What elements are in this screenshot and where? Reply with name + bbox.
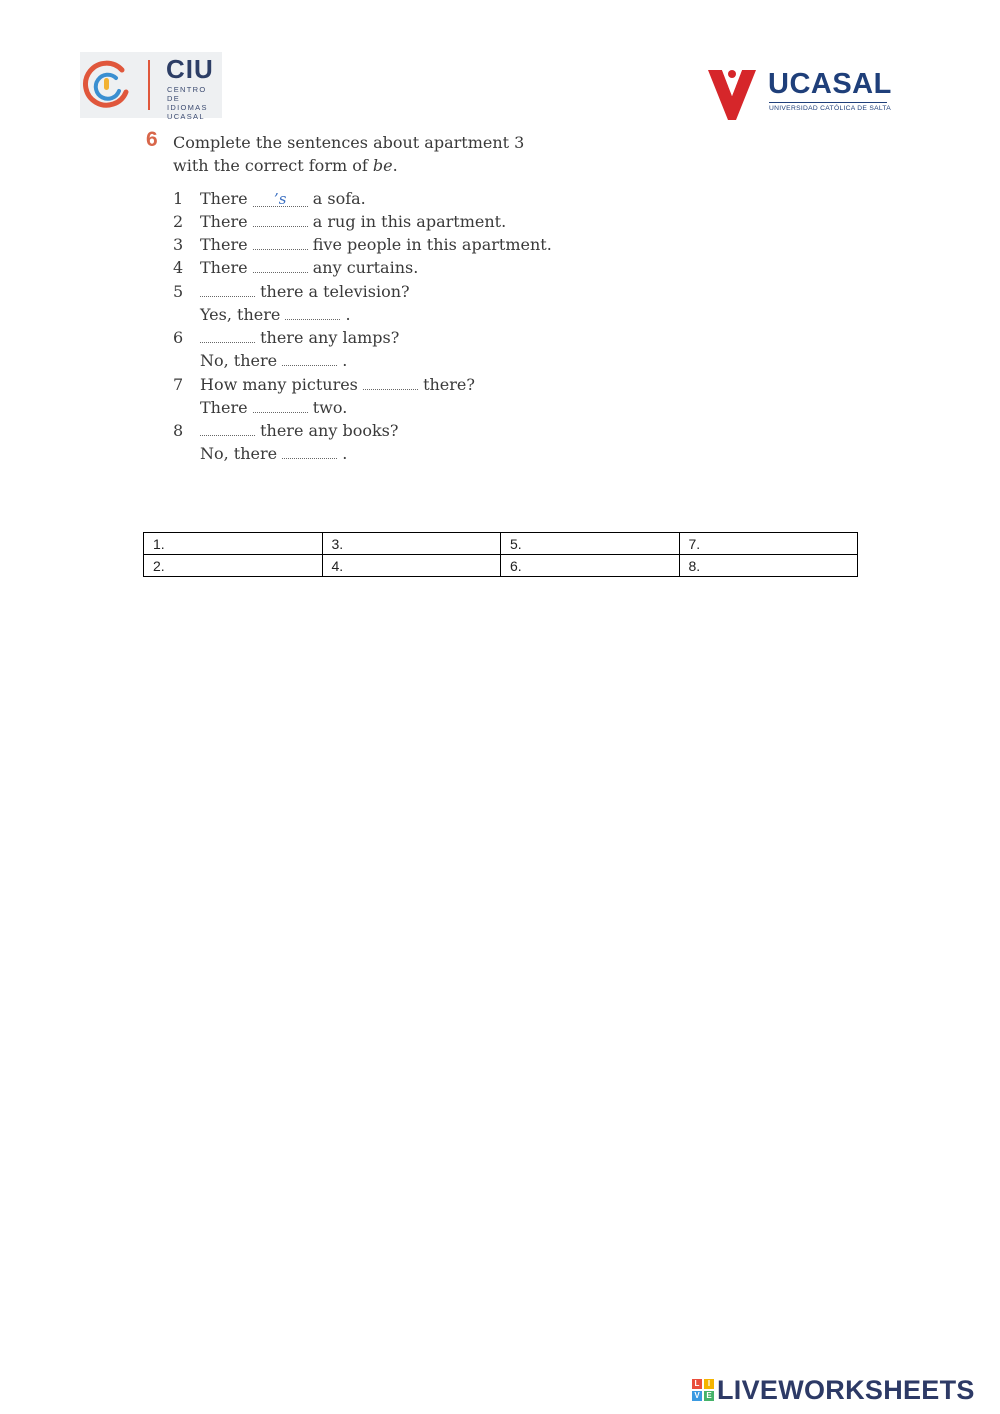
- answer-cell-8[interactable]: 8.: [679, 555, 858, 577]
- tile-e: E: [704, 1391, 714, 1401]
- answer-blank-5a[interactable]: [200, 282, 255, 297]
- ucasal-shield-icon: [706, 66, 758, 122]
- answer-blank-3[interactable]: [253, 235, 308, 250]
- answer-blank-1[interactable]: ’s: [253, 192, 308, 207]
- tile-l: L: [692, 1379, 702, 1389]
- instruction-line-1: Complete the sentences about apartment 3: [173, 133, 525, 152]
- ucasal-logo-subtitle: UNIVERSIDAD CATÓLICA DE SALTA: [769, 105, 892, 112]
- ciu-divider: [148, 60, 150, 110]
- answer-blank-4[interactable]: [253, 258, 308, 273]
- answer-cell-1[interactable]: 1.: [144, 533, 323, 555]
- tile-i: I: [704, 1379, 714, 1389]
- answer-table: [143, 532, 858, 577]
- table-row: [144, 555, 858, 577]
- answer-cell-5[interactable]: 5.: [501, 533, 680, 555]
- answer-blank-2[interactable]: [253, 212, 308, 227]
- ciu-ring-icon: [80, 58, 134, 112]
- answer-blank-6b[interactable]: [282, 351, 337, 366]
- ciu-logo-subtitle: CENTRO DE IDIOMAS UCASAL: [167, 85, 208, 121]
- ucasal-rule: [769, 102, 887, 103]
- table-row: [144, 533, 858, 555]
- answer-cell-6[interactable]: 6.: [501, 555, 680, 577]
- exercise-instruction: [173, 131, 593, 177]
- exercise-number: 6: [146, 128, 158, 151]
- answer-cell-4[interactable]: 4.: [322, 555, 501, 577]
- ucasal-logo: [706, 66, 896, 124]
- answer-blank-7a[interactable]: [363, 375, 418, 390]
- ciu-logo: [80, 52, 222, 121]
- answer-blank-6a[interactable]: [200, 328, 255, 343]
- answer-cell-2[interactable]: 2.: [144, 555, 323, 577]
- ciu-logo-name: CIU: [166, 54, 214, 84]
- liveworksheets-tiles-icon: [692, 1379, 714, 1401]
- answer-cell-7[interactable]: 7.: [679, 533, 858, 555]
- answer-blank-5b[interactable]: [285, 305, 340, 320]
- instruction-line-2: with the correct form of be.: [173, 156, 398, 175]
- answer-blank-8a[interactable]: [200, 421, 255, 436]
- liveworksheets-logo: [692, 1374, 975, 1406]
- answer-blank-8b[interactable]: [282, 444, 337, 459]
- liveworksheets-wordmark: LIVEWORKSHEETS: [717, 1374, 975, 1405]
- tile-v: V: [692, 1391, 702, 1401]
- answer-blank-7b[interactable]: [253, 398, 308, 413]
- ucasal-logo-name: UCASAL: [768, 68, 892, 100]
- answer-cell-3[interactable]: 3.: [322, 533, 501, 555]
